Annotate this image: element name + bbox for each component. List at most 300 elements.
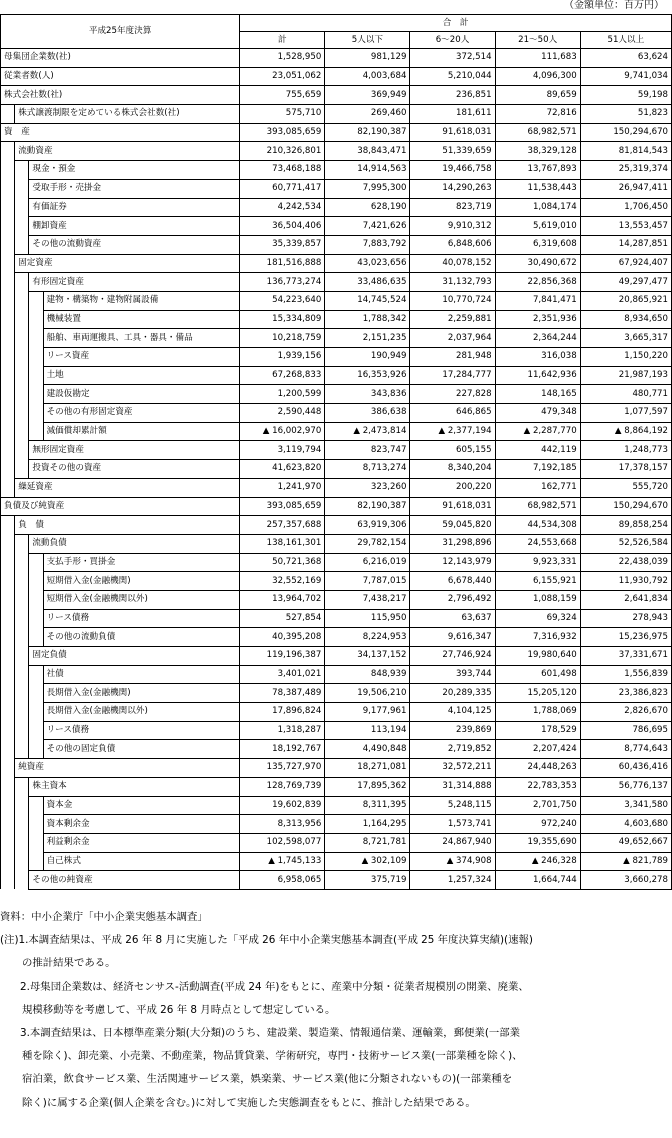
value-cell: 26,947,411 (580, 179, 671, 198)
value-cell: 1,318,287 (240, 721, 325, 740)
table-row (1, 441, 672, 460)
value-cell: 646,865 (410, 404, 495, 423)
indent-cell (29, 366, 43, 385)
value-cell: 3,341,580 (580, 796, 671, 815)
value-cell: 236,851 (410, 86, 495, 105)
value-cell: 8,721,781 (325, 833, 410, 852)
table-row (1, 86, 672, 105)
value-cell: 19,980,640 (495, 647, 580, 666)
row-label: 長期借入金(金融機関) (43, 684, 240, 703)
value-cell: 4,242,534 (240, 198, 325, 217)
indent-cell (29, 796, 43, 815)
table-row (1, 67, 672, 86)
value-cell: ▲ 2,287,770 (495, 422, 580, 441)
indent-cell (15, 609, 29, 628)
indent-cell (29, 721, 43, 740)
indent-cell (15, 553, 29, 572)
indent-cell (15, 366, 29, 385)
group-header: 合 計 (240, 15, 672, 32)
row-label: リース債務 (43, 721, 240, 740)
table-row (1, 777, 672, 796)
table-row (1, 759, 672, 778)
value-cell: 4,603,680 (580, 815, 671, 834)
value-cell: 210,326,801 (240, 142, 325, 161)
row-label: 減価償却累計額 (43, 422, 240, 441)
row-label: 社債 (43, 665, 240, 684)
value-cell: 1,200,599 (240, 385, 325, 404)
value-cell: 1,241,970 (240, 478, 325, 497)
col-header: 21～50人 (495, 32, 580, 49)
value-cell: 14,914,563 (325, 161, 410, 180)
note-line: 資料：中小企業庁「中小企業実態基本調査」 (0, 911, 208, 923)
value-cell: 14,287,851 (580, 235, 671, 254)
indent-cell (15, 198, 29, 217)
value-cell: 178,529 (495, 721, 580, 740)
value-cell: 72,816 (495, 105, 580, 124)
indent-cell (1, 161, 15, 180)
note-line: の推計結果である。 (22, 957, 116, 970)
note-line: 除く)に属する企業(個人企業を含む。)に対して実施した実態調査をもとに、推計した結果である。 (22, 1096, 476, 1109)
value-cell: 7,316,932 (495, 628, 580, 647)
value-cell: 605,155 (410, 441, 495, 460)
value-cell: 11,930,792 (580, 572, 671, 591)
value-cell: 60,771,417 (240, 179, 325, 198)
row-label: 負 債 (15, 516, 240, 535)
indent-cell (29, 703, 43, 722)
value-cell: 24,553,668 (495, 534, 580, 553)
value-cell: 30,490,672 (495, 254, 580, 273)
value-cell: 31,132,793 (410, 273, 495, 292)
row-label: 資 産 (1, 123, 240, 142)
table-row (1, 478, 672, 497)
value-cell: 227,828 (410, 385, 495, 404)
value-cell: 8,774,643 (580, 740, 671, 759)
value-cell: 22,856,368 (495, 273, 580, 292)
value-cell: 23,386,823 (580, 684, 671, 703)
table-row (1, 628, 672, 647)
footnotes (0, 906, 672, 1115)
value-cell: 8,713,274 (325, 460, 410, 479)
value-cell: 138,161,301 (240, 534, 325, 553)
indent-cell (15, 161, 29, 180)
value-cell: 7,438,217 (325, 590, 410, 609)
indent-cell (15, 329, 29, 348)
value-cell: 56,776,137 (580, 777, 671, 796)
value-cell: ▲ 374,908 (410, 852, 495, 871)
row-label: 従業者数(人) (1, 67, 240, 86)
row-label: 投資その他の資産 (29, 460, 240, 479)
value-cell: 20,289,335 (410, 684, 495, 703)
value-cell: 150,294,670 (580, 123, 671, 142)
value-cell: 386,638 (325, 404, 410, 423)
indent-cell (1, 217, 15, 236)
value-cell: 786,695 (580, 721, 671, 740)
value-cell: 1,939,156 (240, 348, 325, 367)
value-cell: 181,611 (410, 105, 495, 124)
value-cell: 2,207,424 (495, 740, 580, 759)
indent-cell (1, 871, 15, 890)
indent-cell (15, 721, 29, 740)
row-label: 建設仮勘定 (43, 385, 240, 404)
value-cell: 150,294,670 (580, 497, 671, 516)
value-cell: 11,642,936 (495, 366, 580, 385)
table-row (1, 871, 672, 890)
row-label: 短期借入金(金融機関以外) (43, 590, 240, 609)
row-label: 建物・構築物・建物附属設備 (43, 291, 240, 310)
indent-cell (15, 422, 29, 441)
indent-cell (1, 478, 15, 497)
indent-cell (15, 871, 29, 890)
table-row (1, 105, 672, 124)
row-label: 繰延資産 (15, 478, 240, 497)
value-cell: 16,353,926 (325, 366, 410, 385)
table-row (1, 49, 672, 68)
indent-cell (29, 815, 43, 834)
value-cell: 278,943 (580, 609, 671, 628)
row-label: その他の流動負債 (43, 628, 240, 647)
value-cell: 89,659 (495, 86, 580, 105)
indent-cell (1, 404, 15, 423)
indent-cell (29, 628, 43, 647)
indent-cell (1, 291, 15, 310)
value-cell: 2,151,235 (325, 329, 410, 348)
indent-cell (15, 310, 29, 329)
value-cell: ▲ 821,789 (580, 852, 671, 871)
col-header: 6～20人 (410, 32, 495, 49)
row-label: 土地 (43, 366, 240, 385)
row-label: 固定負債 (29, 647, 240, 666)
value-cell: 181,516,888 (240, 254, 325, 273)
note-line: 種を除く)、卸売業、小売業、不動産業，物品賃貸業、学術研究，専門・技術サービス業(一部業種を除く)、 (22, 1050, 523, 1063)
value-cell: 1,556,839 (580, 665, 671, 684)
indent-cell (1, 179, 15, 198)
value-cell: 49,652,667 (580, 833, 671, 852)
value-cell: 3,401,021 (240, 665, 325, 684)
indent-cell (29, 422, 43, 441)
indent-cell (15, 460, 29, 479)
indent-cell (1, 815, 15, 834)
indent-cell (15, 740, 29, 759)
value-cell: 9,177,961 (325, 703, 410, 722)
indent-cell (15, 291, 29, 310)
indent-cell (1, 609, 15, 628)
value-cell: 3,665,317 (580, 329, 671, 348)
value-cell: 1,788,342 (325, 310, 410, 329)
value-cell: 44,534,308 (495, 516, 580, 535)
value-cell: 4,490,848 (325, 740, 410, 759)
value-cell: 372,514 (410, 49, 495, 68)
value-cell: ▲ 8,864,192 (580, 422, 671, 441)
value-cell: 102,598,077 (240, 833, 325, 852)
table-row (1, 852, 672, 871)
indent-cell (1, 366, 15, 385)
value-cell: 981,129 (325, 49, 410, 68)
value-cell: 19,466,758 (410, 161, 495, 180)
value-cell: 67,924,407 (580, 254, 671, 273)
value-cell: 6,678,440 (410, 572, 495, 591)
value-cell: 51,823 (580, 105, 671, 124)
value-cell: 19,506,210 (325, 684, 410, 703)
value-cell: 91,618,031 (410, 497, 495, 516)
value-cell: 17,284,777 (410, 366, 495, 385)
value-cell: 555,720 (580, 478, 671, 497)
value-cell: 2,259,881 (410, 310, 495, 329)
value-cell: 4,104,125 (410, 703, 495, 722)
value-cell: 323,260 (325, 478, 410, 497)
indent-cell (1, 534, 15, 553)
table-row (1, 422, 672, 441)
indent-cell (15, 534, 29, 553)
value-cell: 19,355,690 (495, 833, 580, 852)
indent-cell (1, 142, 15, 161)
financial-table (0, 14, 672, 890)
row-label: その他の流動資産 (29, 235, 240, 254)
row-label: 株式譲渡制限を定めている株式会社数(社) (15, 105, 240, 124)
value-cell: 1,573,741 (410, 815, 495, 834)
indent-cell (1, 105, 15, 124)
value-cell: 63,624 (580, 49, 671, 68)
value-cell: 848,939 (325, 665, 410, 684)
value-cell: 4,003,684 (325, 67, 410, 86)
value-cell: 32,572,211 (410, 759, 495, 778)
value-cell: 17,896,824 (240, 703, 325, 722)
col-header: 計 (240, 32, 325, 49)
note-line: 2.母集団企業数は、経済センサス‐活動調査(平成 24 年)をもとに、産業中分類・従業者規模別の開業、廃業、 (20, 980, 529, 993)
value-cell: 29,782,154 (325, 534, 410, 553)
table-row (1, 142, 672, 161)
value-cell: 442,119 (495, 441, 580, 460)
value-cell: 15,334,809 (240, 310, 325, 329)
value-cell: 257,357,688 (240, 516, 325, 535)
value-cell: 9,923,331 (495, 553, 580, 572)
value-cell: 17,378,157 (580, 460, 671, 479)
value-cell: 2,701,750 (495, 796, 580, 815)
value-cell: 2,826,670 (580, 703, 671, 722)
value-cell: 128,769,739 (240, 777, 325, 796)
value-cell: 823,747 (325, 441, 410, 460)
indent-cell (1, 796, 15, 815)
value-cell: 111,683 (495, 49, 580, 68)
value-cell: 59,198 (580, 86, 671, 105)
indent-cell (29, 852, 43, 871)
value-cell: 1,664,744 (495, 871, 580, 890)
value-cell: 8,340,204 (410, 460, 495, 479)
value-cell: 18,192,767 (240, 740, 325, 759)
row-label: 固定資産 (15, 254, 240, 273)
indent-cell (1, 254, 15, 273)
value-cell: 22,783,353 (495, 777, 580, 796)
value-cell: 24,867,940 (410, 833, 495, 852)
table-row (1, 665, 672, 684)
value-cell: 14,290,263 (410, 179, 495, 198)
indent-cell (15, 273, 29, 292)
value-cell: 1,084,174 (495, 198, 580, 217)
table-row (1, 366, 672, 385)
indent-cell (1, 759, 15, 778)
table-row (1, 404, 672, 423)
table-row (1, 796, 672, 815)
note-line: 規模移動等を考慮して、平成 26 年 8 月時点として想定している。 (22, 1003, 336, 1016)
value-cell: 3,119,794 (240, 441, 325, 460)
value-cell: 81,814,543 (580, 142, 671, 161)
value-cell: 10,770,724 (410, 291, 495, 310)
value-cell: 1,248,773 (580, 441, 671, 460)
value-cell: 190,949 (325, 348, 410, 367)
table-row (1, 684, 672, 703)
value-cell: 6,216,019 (325, 553, 410, 572)
value-cell: 7,421,626 (325, 217, 410, 236)
table-row (1, 348, 672, 367)
value-cell: 119,196,387 (240, 647, 325, 666)
table-row (1, 217, 672, 236)
value-cell: 393,085,659 (240, 497, 325, 516)
indent-cell (29, 572, 43, 591)
value-cell: 11,538,443 (495, 179, 580, 198)
indent-cell (29, 740, 43, 759)
indent-cell (15, 179, 29, 198)
row-label: 自己株式 (43, 852, 240, 871)
row-label: 負債及び純資産 (1, 497, 240, 516)
value-cell: 7,841,471 (495, 291, 580, 310)
row-label: 純資産 (15, 759, 240, 778)
indent-cell (1, 516, 15, 535)
value-cell: ▲ 1,745,133 (240, 852, 325, 871)
row-label: 長期借入金(金融機関以外) (43, 703, 240, 722)
value-cell: ▲ 2,377,194 (410, 422, 495, 441)
indent-cell (29, 348, 43, 367)
table-row (1, 161, 672, 180)
value-cell: 115,950 (325, 609, 410, 628)
indent-cell (15, 703, 29, 722)
value-cell: 15,236,975 (580, 628, 671, 647)
indent-cell (1, 422, 15, 441)
value-cell: 6,319,608 (495, 235, 580, 254)
indent-cell (1, 684, 15, 703)
value-cell: 369,949 (325, 86, 410, 105)
indent-cell (29, 590, 43, 609)
table-row (1, 235, 672, 254)
value-cell: 1,164,295 (325, 815, 410, 834)
table-row (1, 590, 672, 609)
value-cell: 35,339,857 (240, 235, 325, 254)
table-row (1, 647, 672, 666)
value-cell: 24,448,263 (495, 759, 580, 778)
indent-cell (15, 777, 29, 796)
row-label: 船舶、車両運搬具、工具・器具・備品 (43, 329, 240, 348)
table-row (1, 273, 672, 292)
value-cell: 73,468,188 (240, 161, 325, 180)
value-cell: 9,910,312 (410, 217, 495, 236)
value-cell: 33,486,635 (325, 273, 410, 292)
row-label: 資本金 (43, 796, 240, 815)
value-cell: 43,023,656 (325, 254, 410, 273)
value-cell: 54,223,640 (240, 291, 325, 310)
value-cell: 50,721,368 (240, 553, 325, 572)
value-cell: 63,637 (410, 609, 495, 628)
value-cell: 269,460 (325, 105, 410, 124)
indent-cell (29, 665, 43, 684)
value-cell: 601,498 (495, 665, 580, 684)
value-cell: 17,895,362 (325, 777, 410, 796)
value-cell: 19,602,839 (240, 796, 325, 815)
indent-cell (15, 684, 29, 703)
indent-cell (29, 553, 43, 572)
table-row (1, 534, 672, 553)
value-cell: 343,836 (325, 385, 410, 404)
indent-cell (1, 235, 15, 254)
value-cell: 38,329,128 (495, 142, 580, 161)
value-cell: 25,319,374 (580, 161, 671, 180)
value-cell: 5,619,010 (495, 217, 580, 236)
table-row (1, 572, 672, 591)
value-cell: 1,257,324 (410, 871, 495, 890)
value-cell: 9,616,347 (410, 628, 495, 647)
value-cell: ▲ 302,109 (325, 852, 410, 871)
value-cell: 38,843,471 (325, 142, 410, 161)
indent-cell (15, 385, 29, 404)
indent-cell (1, 628, 15, 647)
value-cell: 2,719,852 (410, 740, 495, 759)
row-label: リース資産 (43, 348, 240, 367)
value-cell: 281,948 (410, 348, 495, 367)
value-cell: 628,190 (325, 198, 410, 217)
indent-cell (1, 460, 15, 479)
value-cell: 12,143,979 (410, 553, 495, 572)
value-cell: 8,311,395 (325, 796, 410, 815)
row-label: 機械装置 (43, 310, 240, 329)
row-label: 資本剰余金 (43, 815, 240, 834)
value-cell: 37,331,671 (580, 647, 671, 666)
row-label: リース債務 (43, 609, 240, 628)
unit-note: （金額単位：百万円） (564, 0, 664, 11)
value-cell: 60,436,416 (580, 759, 671, 778)
row-label: 株式会社数(社) (1, 86, 240, 105)
value-cell: 1,528,950 (240, 49, 325, 68)
value-cell: 239,869 (410, 721, 495, 740)
value-cell: 23,051,062 (240, 67, 325, 86)
value-cell: 82,190,387 (325, 123, 410, 142)
value-cell: 1,150,220 (580, 348, 671, 367)
value-cell: 41,623,820 (240, 460, 325, 479)
value-cell: 13,553,457 (580, 217, 671, 236)
value-cell: 31,314,888 (410, 777, 495, 796)
indent-cell (15, 647, 29, 666)
indent-cell (1, 721, 15, 740)
value-cell: ▲ 2,473,814 (325, 422, 410, 441)
row-label: 株主資本 (29, 777, 240, 796)
table-row (1, 385, 672, 404)
value-cell: 31,298,896 (410, 534, 495, 553)
value-cell: 49,297,477 (580, 273, 671, 292)
value-cell: 63,919,306 (325, 516, 410, 535)
value-cell: ▲ 246,328 (495, 852, 580, 871)
value-cell: 7,995,300 (325, 179, 410, 198)
indent-cell (1, 647, 15, 666)
value-cell: 4,096,300 (495, 67, 580, 86)
indent-cell (1, 590, 15, 609)
table-row (1, 497, 672, 516)
indent-cell (1, 329, 15, 348)
value-cell: 89,858,254 (580, 516, 671, 535)
indent-cell (29, 329, 43, 348)
value-cell: 1,077,597 (580, 404, 671, 423)
value-cell: 9,741,034 (580, 67, 671, 86)
value-cell: 7,883,792 (325, 235, 410, 254)
value-cell: 40,078,152 (410, 254, 495, 273)
indent-cell (29, 684, 43, 703)
table-row (1, 815, 672, 834)
value-cell: 7,787,015 (325, 572, 410, 591)
